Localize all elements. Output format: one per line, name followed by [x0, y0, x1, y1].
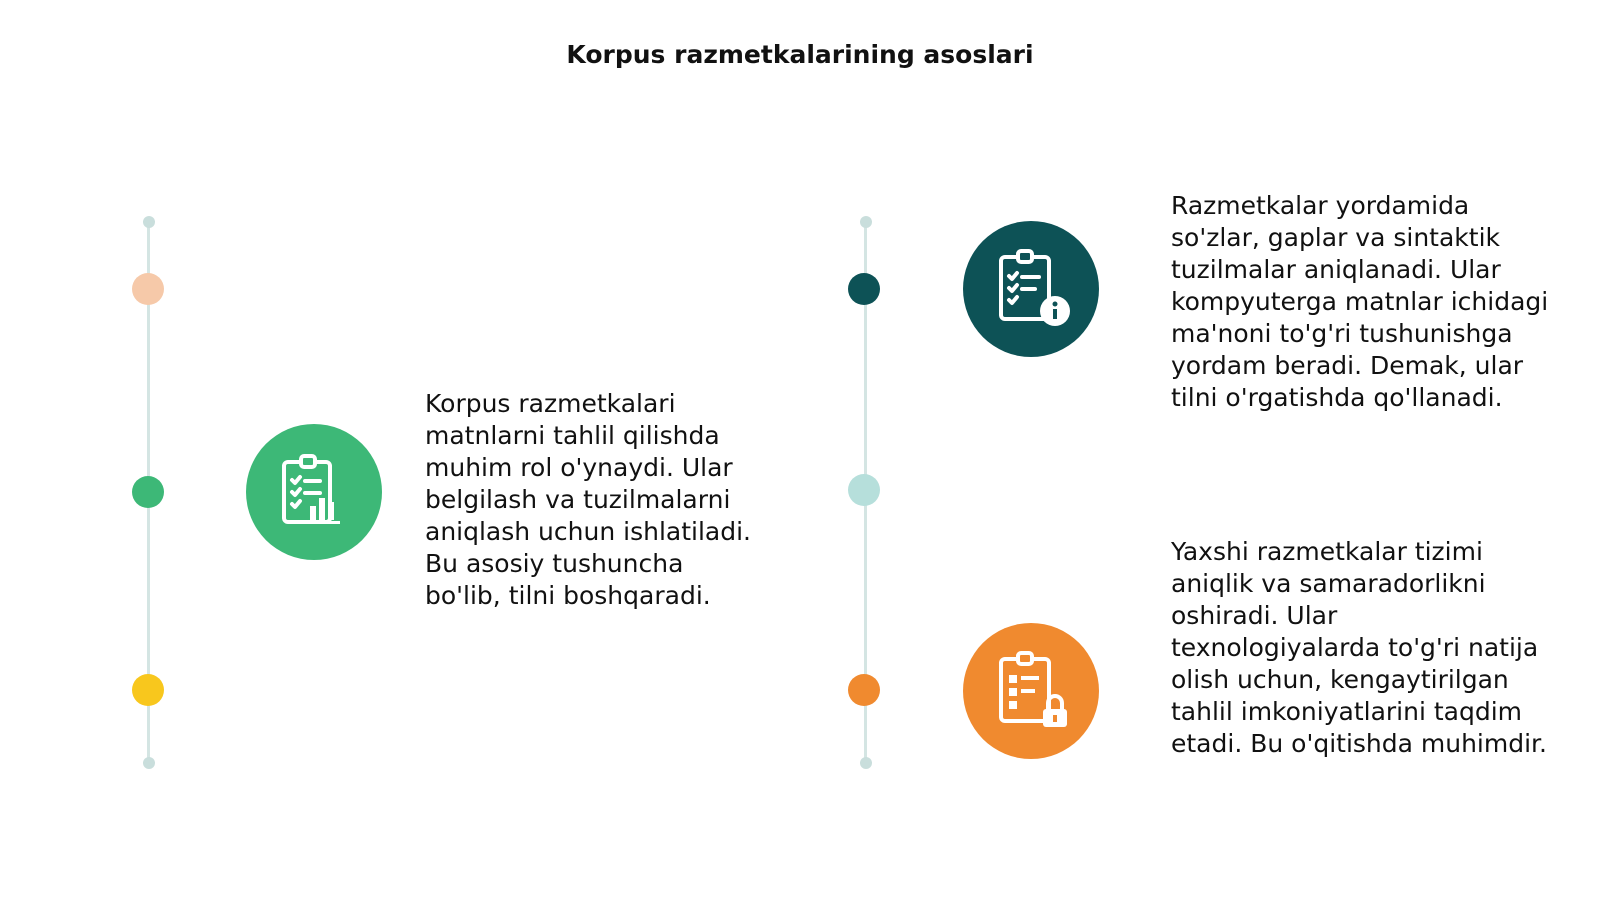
- item-text: Korpus razmetkalari matnlarni tahlil qilishda muhim rol o'ynaydi. Ular belgilash va tuzilmalarni aniqlash uchun ishlatiladi. Bu asosiy tushuncha bo'lib, tilni boshqaradi.: [425, 389, 751, 610]
- timeline-dot-mint: [848, 474, 880, 506]
- item-text: Yaxshi razmetkalar tizimi aniqlik va samaradorlikni oshiradi. Ular texnologiyalarda to'g'ri natija olish uchun, kengaytirilgan tahlil imkoniyatlarini taqdim etadi. Bu o'qitishda muhimdir.: [1171, 537, 1547, 758]
- timeline-dot-peach: [132, 273, 164, 305]
- clipboard-info-icon: [963, 221, 1099, 357]
- timeline-end-dot: [860, 216, 872, 228]
- timeline-dot-yellow: [132, 674, 164, 706]
- timeline-dot-orange: [848, 674, 880, 706]
- item-text: Razmetkalar yordamida so'zlar, gaplar va sintaktik tuzilmalar aniqlanadi. Ular kompyuterga matnlar ichidagi ma'noni to'g'ri tushunishga yordam beradi. Demak, ular tilni o'rgatishda qo'llanadi.: [1171, 191, 1549, 412]
- timeline-end-dot: [143, 757, 155, 769]
- timeline-end-dot: [860, 757, 872, 769]
- clipboard-chart-icon: [246, 424, 382, 560]
- timeline-end-dot: [143, 216, 155, 228]
- page-title: Korpus razmetkalarining asoslari: [566, 40, 1034, 69]
- clipboard-lock-icon: [963, 623, 1099, 759]
- timeline-dot-dark-teal: [848, 273, 880, 305]
- timeline-dot-green: [132, 476, 164, 508]
